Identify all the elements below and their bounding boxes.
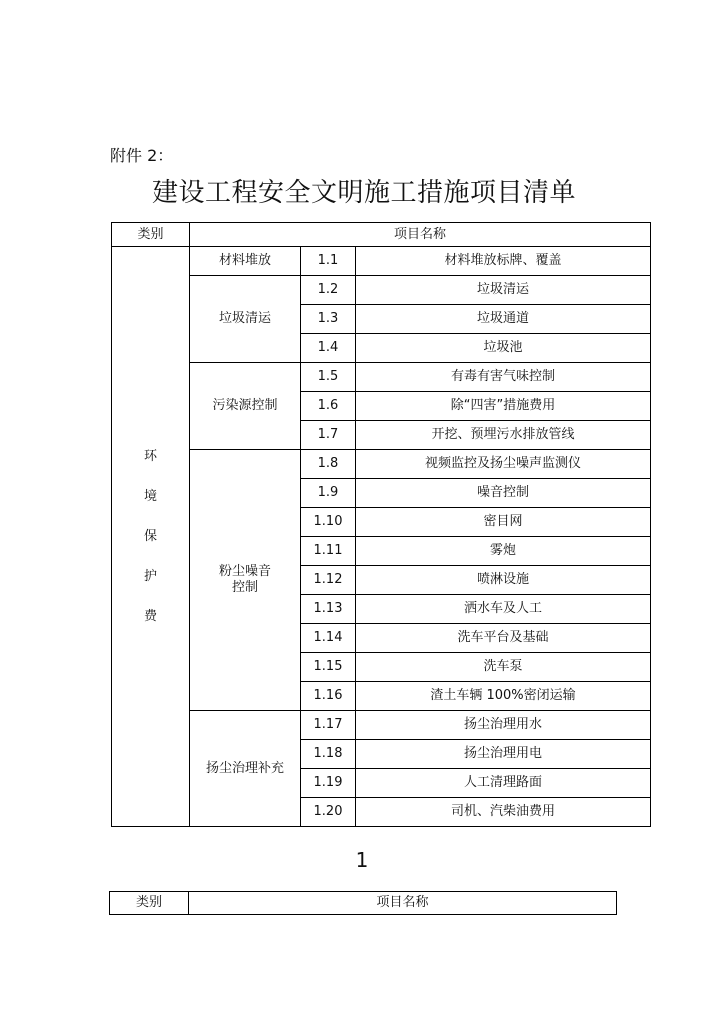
item-name: 垃圾池 (356, 334, 651, 363)
header-item-name: 项目名称 (190, 223, 651, 247)
item-number: 1.15 (301, 653, 356, 682)
item-name: 噪音控制 (356, 479, 651, 508)
page-number: 1 (355, 848, 369, 872)
item-number: 1.6 (301, 392, 356, 421)
measures-table (111, 222, 651, 827)
table-row (112, 247, 651, 276)
item-name: 渣土车辆 100%密闭运输 (356, 682, 651, 711)
item-number: 1.9 (301, 479, 356, 508)
item-name: 垃圾清运 (356, 276, 651, 305)
group-name-line: 粉尘噪音 (218, 564, 271, 579)
item-number: 1.20 (301, 798, 356, 827)
item-name: 洗车平台及基础 (356, 624, 651, 653)
table-header-row (110, 892, 617, 915)
item-name: 司机、汽柴油费用 (356, 798, 651, 827)
header-category: 类别 (112, 223, 190, 247)
category-char: 环 (143, 448, 157, 464)
category-char: 保 (143, 528, 157, 544)
item-number: 1.8 (301, 450, 356, 479)
item-number: 1.4 (301, 334, 356, 363)
item-name: 除“四害”措施费用 (356, 392, 651, 421)
item-name: 垃圾通道 (356, 305, 651, 334)
item-number: 1.16 (301, 682, 356, 711)
item-number: 1.12 (301, 566, 356, 595)
item-number: 1.5 (301, 363, 356, 392)
group-name: 扬尘治理补充 (190, 711, 301, 827)
item-number: 1.2 (301, 276, 356, 305)
item-name: 人工清理路面 (356, 769, 651, 798)
item-name: 洗车泵 (356, 653, 651, 682)
item-name: 雾炮 (356, 537, 651, 566)
table-row (112, 276, 651, 305)
item-number: 1.3 (301, 305, 356, 334)
item-number: 1.1 (301, 247, 356, 276)
continued-table-header (109, 891, 617, 915)
item-name: 视频监控及扬尘噪声监测仪 (356, 450, 651, 479)
table-row (112, 363, 651, 392)
item-name: 开挖、预埋污水排放管线 (356, 421, 651, 450)
header-item-name: 项目名称 (189, 892, 617, 915)
item-number: 1.18 (301, 740, 356, 769)
item-name: 扬尘治理用水 (356, 711, 651, 740)
annex-label: 附件 2： (110, 146, 174, 165)
item-number: 1.7 (301, 421, 356, 450)
item-name: 扬尘治理用电 (356, 740, 651, 769)
item-name: 材料堆放标牌、覆盖 (356, 247, 651, 276)
item-name: 洒水车及人工 (356, 595, 651, 624)
item-number: 1.14 (301, 624, 356, 653)
group-name: 垃圾清运 (190, 276, 301, 363)
group-name (190, 450, 301, 711)
item-name: 有毒有害气味控制 (356, 363, 651, 392)
item-name: 密目网 (356, 508, 651, 537)
item-number: 1.19 (301, 769, 356, 798)
group-name: 材料堆放 (190, 247, 301, 276)
group-name-line: 控制 (231, 580, 258, 595)
item-number: 1.17 (301, 711, 356, 740)
item-name: 喷淋设施 (356, 566, 651, 595)
document-title: 建设工程安全文明施工措施项目清单 (151, 178, 576, 208)
item-number: 1.10 (301, 508, 356, 537)
table-row (112, 450, 651, 479)
category-char: 费 (143, 608, 157, 624)
table-header-row (112, 223, 651, 247)
category-char: 护 (143, 568, 157, 584)
table-row (112, 711, 651, 740)
item-number: 1.11 (301, 537, 356, 566)
header-category: 类别 (110, 892, 189, 915)
category-cell (112, 247, 190, 827)
item-number: 1.13 (301, 595, 356, 624)
category-char: 境 (143, 488, 157, 504)
group-name: 污染源控制 (190, 363, 301, 450)
